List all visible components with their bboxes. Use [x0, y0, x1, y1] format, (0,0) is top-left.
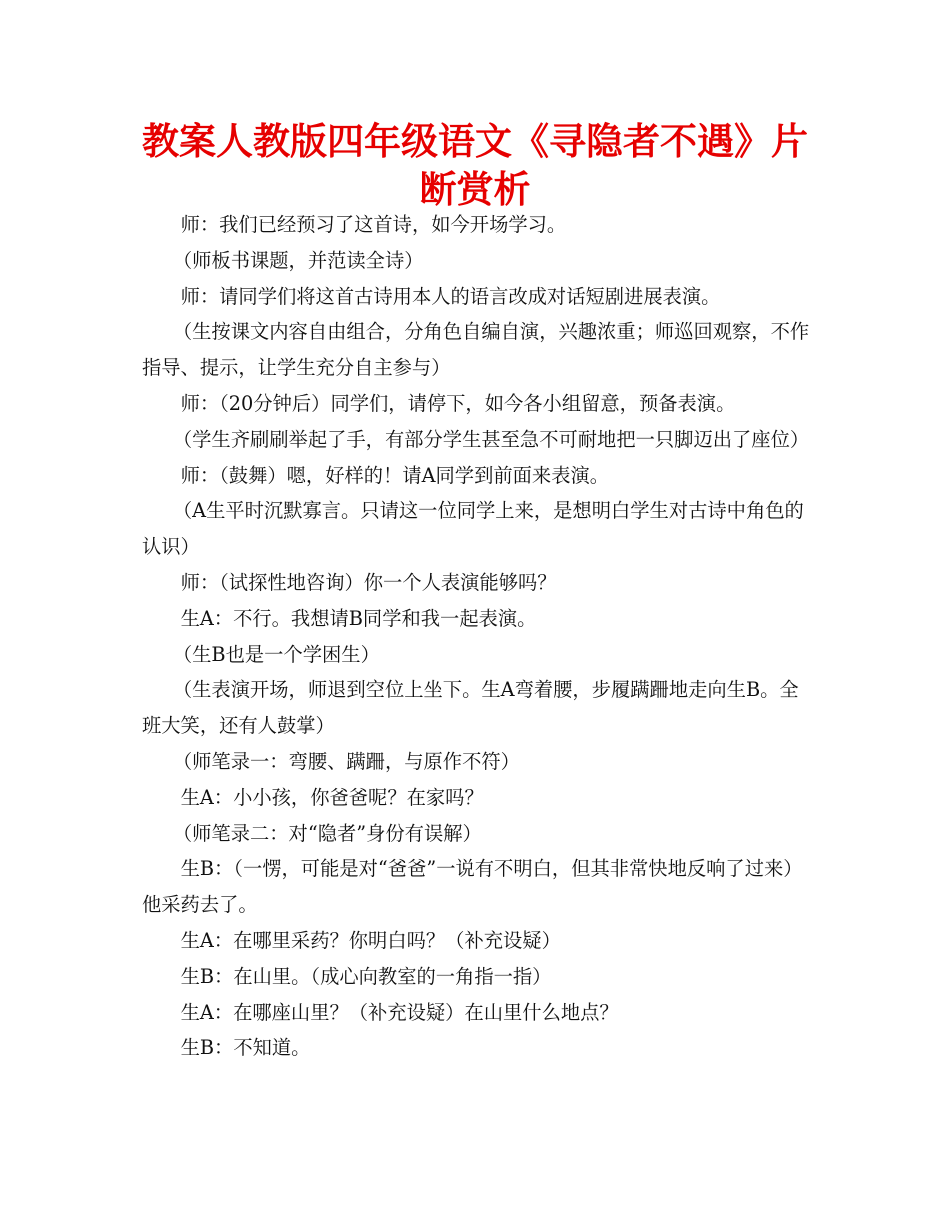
paragraph: 师：（鼓舞）嗯，好样的！请A同学到前面来表演。: [180, 463, 610, 487]
paragraph: （师板书课题，并范读全诗）: [172, 248, 424, 272]
paragraph: （A生平时沉默寡言。只请这一位同学上来，是想明白学生对古诗中角色的认识）: [142, 499, 804, 559]
paragraph: 生B：在山里。（成心向教室的一角指一指）: [180, 964, 552, 988]
paragraph: 师：（20分钟后）同学们，请停下，如今各小组留意，预备表演。: [180, 391, 736, 415]
paragraph: （生表演开场，师退到空位上坐下。生A弯着腰，步履蹒跚地走向生B。全班大笑，还有人鼓掌）: [142, 678, 799, 738]
paragraph: 生A：小小孩，你爸爸呢？在家吗？: [180, 785, 484, 809]
document-title: 教案人教版四年级语文《寻隐者不遇》片断赏析: [142, 120, 808, 211]
paragraph: （生B也是一个学困生）: [172, 642, 380, 666]
paragraph: 生A：在哪座山里？（补充设疑）在山里什么地点？: [180, 1000, 619, 1024]
paragraph: 生A：在哪里采药？你明白吗？（补充设疑）: [180, 928, 561, 952]
paragraph: （师笔录一：弯腰、蹒跚，与原作不符）: [172, 749, 520, 773]
document-body: [142, 207, 814, 1066]
paragraph: 师：我们已经预习了这首诗，如今开场学习。: [180, 213, 567, 236]
paragraph: （生按课文内容自由组合，分角色自编自演，兴趣浓重；师巡回观察，不作指导、提示，让学生充分自主参与）: [142, 320, 810, 380]
paragraph: 生A：不行。我想请B同学和我一起表演。: [180, 606, 537, 630]
paragraph: （师笔录二：对“隐者”身份有误解）: [172, 821, 482, 845]
paragraph: 生B：（一愣，可能是对“爸爸”一说有不明白，但其非常快地反响了过来）他采药去了。: [142, 857, 803, 917]
paragraph: （学生齐刷刷举起了手，有部分学生甚至急不可耐地把一只脚迈出了座位）: [172, 427, 810, 451]
paragraph: 生B：不知道。: [180, 1036, 311, 1060]
paragraph: 师：（试探性地咨询）你一个人表演能够吗？: [180, 570, 557, 594]
paragraph: 师：请同学们将这首古诗用本人的语言改成对话短剧进展表演。: [180, 284, 721, 308]
